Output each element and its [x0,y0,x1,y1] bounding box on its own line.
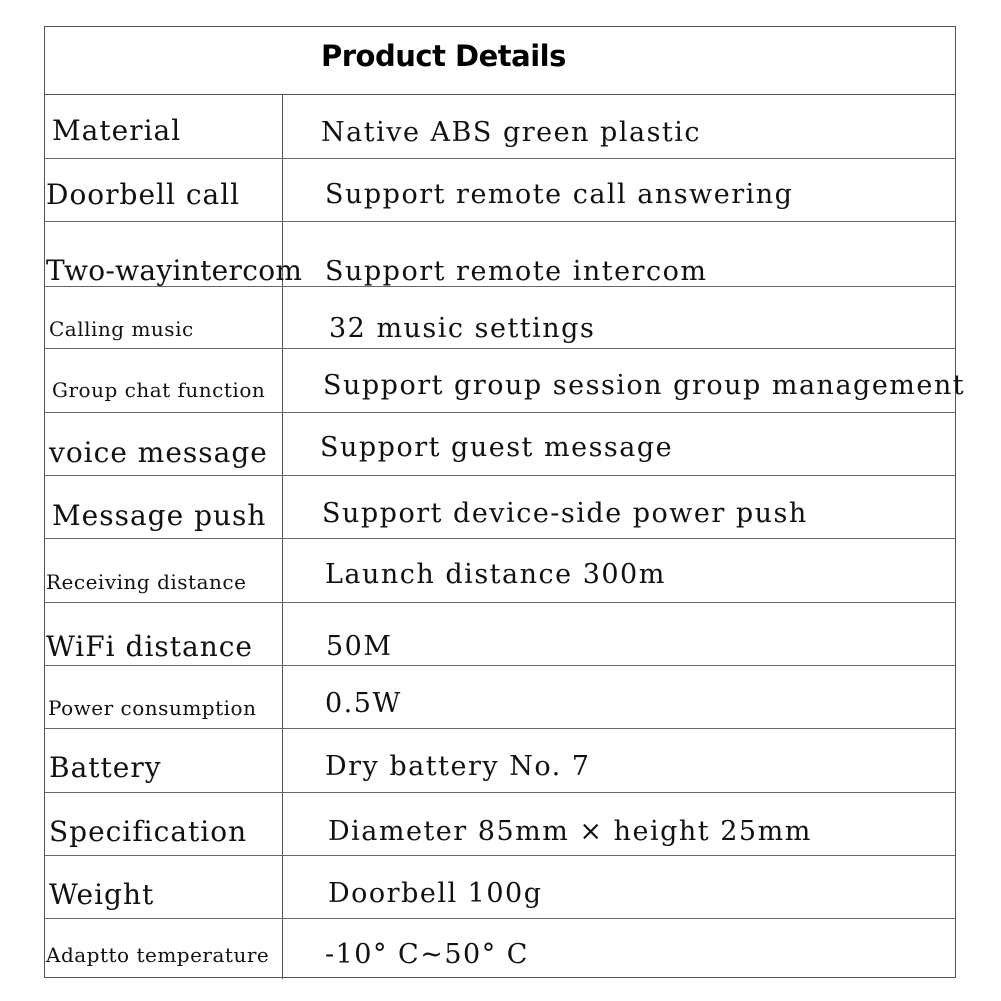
row-label: Power consumption [48,696,257,720]
row-label: voice message [49,436,268,469]
table-row-doorbell-call [45,159,955,222]
table-row-receiving-distance [45,539,955,603]
table-row-material [45,95,955,159]
row-label: Two-wayintercom [46,254,303,287]
table-row-specification [45,793,955,856]
row-value: Support guest message [320,432,674,463]
table-title-row [45,27,955,95]
row-label: Weight [49,878,155,911]
row-label: Message push [52,499,267,532]
row-value: Support remote intercom [325,256,708,287]
row-value: Dry battery No. 7 [325,751,591,782]
row-label: Calling music [49,317,194,341]
row-value: 32 music settings [329,313,596,344]
row-label: Receiving distance [46,570,247,594]
row-value: Native ABS green plastic [321,117,702,148]
table-row-calling-music [45,287,955,349]
table-row-message-push [45,476,955,539]
product-details-table [44,26,966,978]
row-value: Doorbell 100g [328,878,543,909]
row-label: Battery [49,751,162,784]
row-value: 0.5W [325,688,402,719]
row-value: Support device-side power push [322,498,808,529]
table-row-weight [45,856,955,919]
row-label: Material [52,114,182,147]
table-title: Product Details [321,39,566,73]
table-row-wifi-distance [45,603,955,666]
row-value: Launch distance 300m [325,559,666,590]
row-label: WiFi distance [46,630,254,663]
row-label: Doorbell call [46,178,241,211]
row-label: Specification [49,815,248,848]
table-row-battery [45,729,955,793]
row-value: -10° C~50° C [325,939,529,970]
row-label: Adaptto temperature [46,943,270,967]
row-value: Support remote call answering [325,179,794,210]
table-row-power-consumption [45,666,955,729]
row-value: Diameter 85mm × height 25mm [328,816,812,847]
table-row-group-chat-function [45,349,966,413]
row-label: Group chat function [52,378,266,402]
table-row-two-way-intercom [45,222,955,287]
table-row-voice-message [45,413,955,476]
table-row-adapt-temperature [45,919,955,979]
row-value: 50M [326,631,393,662]
row-value: Support group session group management [323,370,966,401]
